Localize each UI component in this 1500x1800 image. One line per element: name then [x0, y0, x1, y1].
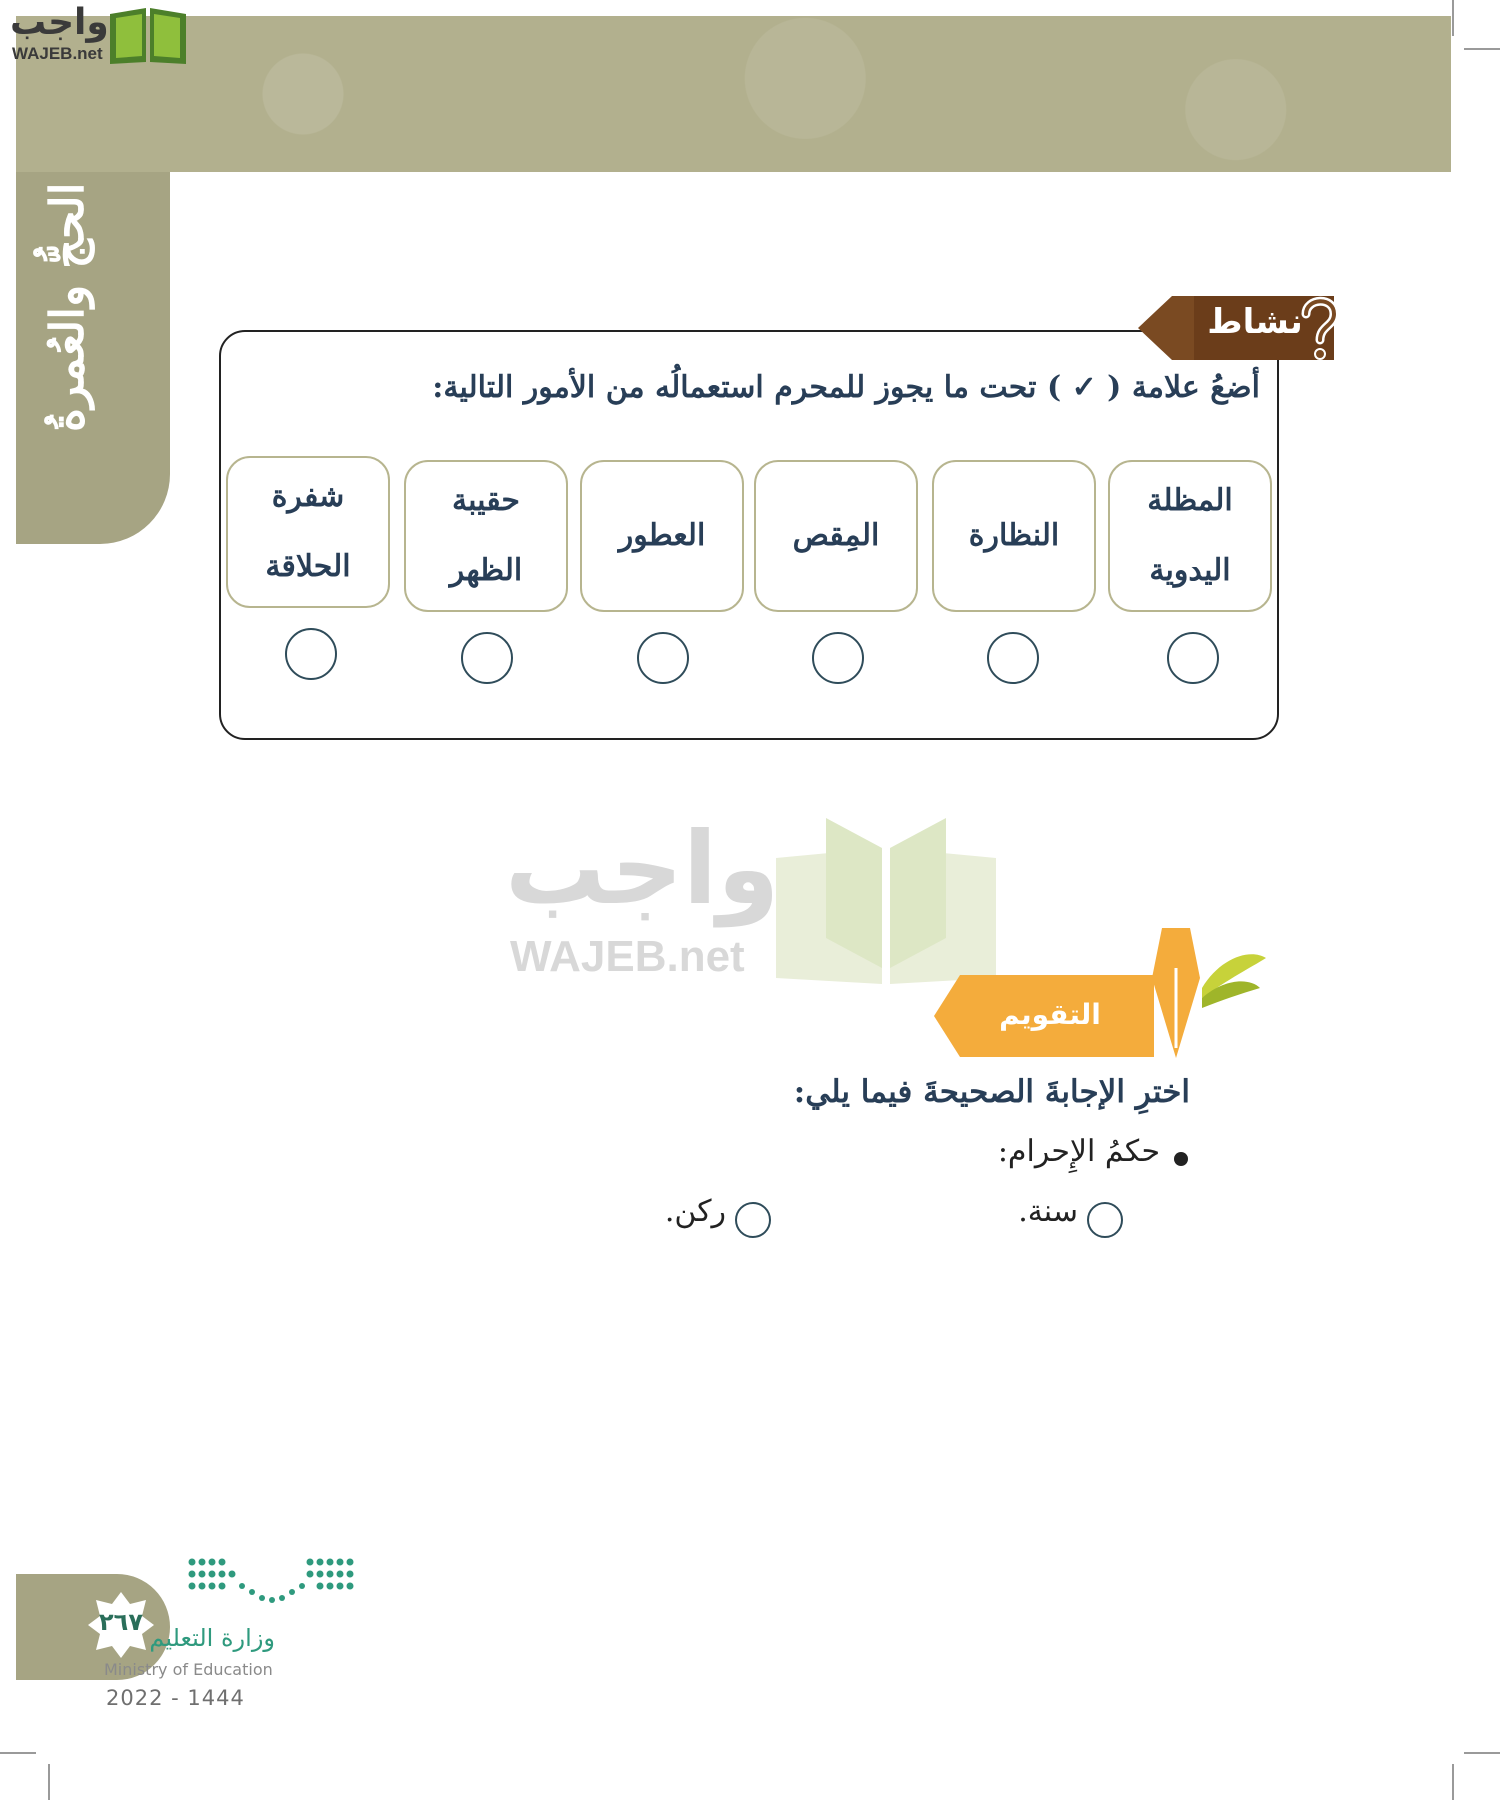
- trim-mark: [1464, 48, 1500, 50]
- option-line1: شفرة: [271, 479, 345, 514]
- header-band: [16, 16, 1451, 172]
- chapter-title: الحجُّ والعُمرةُ: [40, 182, 94, 432]
- trim-mark: [1452, 0, 1454, 36]
- trim-mark: [1452, 1764, 1454, 1800]
- sub-question: حكمُ الإِحرام:: [997, 1134, 1160, 1169]
- answer-label-rukn: ركن.: [664, 1194, 726, 1229]
- answer-radio-sunnah[interactable]: [1087, 1202, 1123, 1238]
- answer-label-sunnah: سنة.: [1018, 1194, 1078, 1229]
- page-number: ٢٦٧: [99, 1608, 143, 1636]
- edition-year: 2022 - 1444: [106, 1686, 245, 1710]
- option-checkbox-glasses[interactable]: [987, 632, 1039, 684]
- option-card-scissors: [754, 460, 918, 612]
- trim-mark: [0, 1752, 36, 1754]
- ministry-name-ar: وزارة التعليم: [149, 1624, 275, 1652]
- evaluation-question: اخترِ الإجابةَ الصحيحةَ فيما يلي:: [793, 1074, 1190, 1110]
- activity-instruction: أضعُ علامة ( ✓ ) تحت ما يجوز للمحرم استعمالُه من الأمور التالية:: [432, 370, 1260, 405]
- option-line2: الظهر: [449, 553, 523, 588]
- watermark-text: واجب: [505, 810, 780, 927]
- option-card-backpack: [404, 460, 568, 612]
- option-line1: النظارة: [968, 518, 1060, 553]
- option-checkbox-backpack[interactable]: [461, 632, 513, 684]
- option-line1: المِقص: [792, 518, 880, 553]
- option-checkbox-perfume[interactable]: [637, 632, 689, 684]
- option-checkbox-umbrella[interactable]: [1167, 632, 1219, 684]
- trim-mark: [48, 1764, 50, 1800]
- option-line2: الحلاقة: [265, 549, 351, 584]
- option-line2: اليدوية: [1149, 553, 1231, 588]
- option-card-razor: [226, 456, 390, 608]
- ministry-dots-logo: [186, 1556, 356, 1604]
- evaluation-label: التقويم: [999, 998, 1101, 1031]
- bullet-icon: [1174, 1152, 1188, 1166]
- option-card-perfume: [580, 460, 744, 612]
- watermark-book-icon: [776, 818, 996, 984]
- trim-mark: [1464, 1752, 1500, 1754]
- answer-radio-rukn[interactable]: [735, 1202, 771, 1238]
- ministry-name-en: Ministry of Education: [104, 1660, 273, 1679]
- book-logo-icon: [106, 4, 190, 66]
- option-line1: حقيبة: [452, 483, 520, 518]
- watermark-subtext: WAJEB.net: [510, 932, 745, 981]
- option-card-glasses: [932, 460, 1096, 612]
- option-card-umbrella: [1108, 460, 1272, 612]
- logo-subtext: WAJEB.net: [12, 44, 103, 63]
- option-line1: المظلة: [1147, 483, 1233, 518]
- logo-text: واجب: [10, 2, 109, 43]
- option-checkbox-razor[interactable]: [285, 628, 337, 680]
- option-line1: العطور: [618, 518, 706, 553]
- option-checkbox-scissors[interactable]: [812, 632, 864, 684]
- activity-label: نشاط: [1207, 302, 1303, 342]
